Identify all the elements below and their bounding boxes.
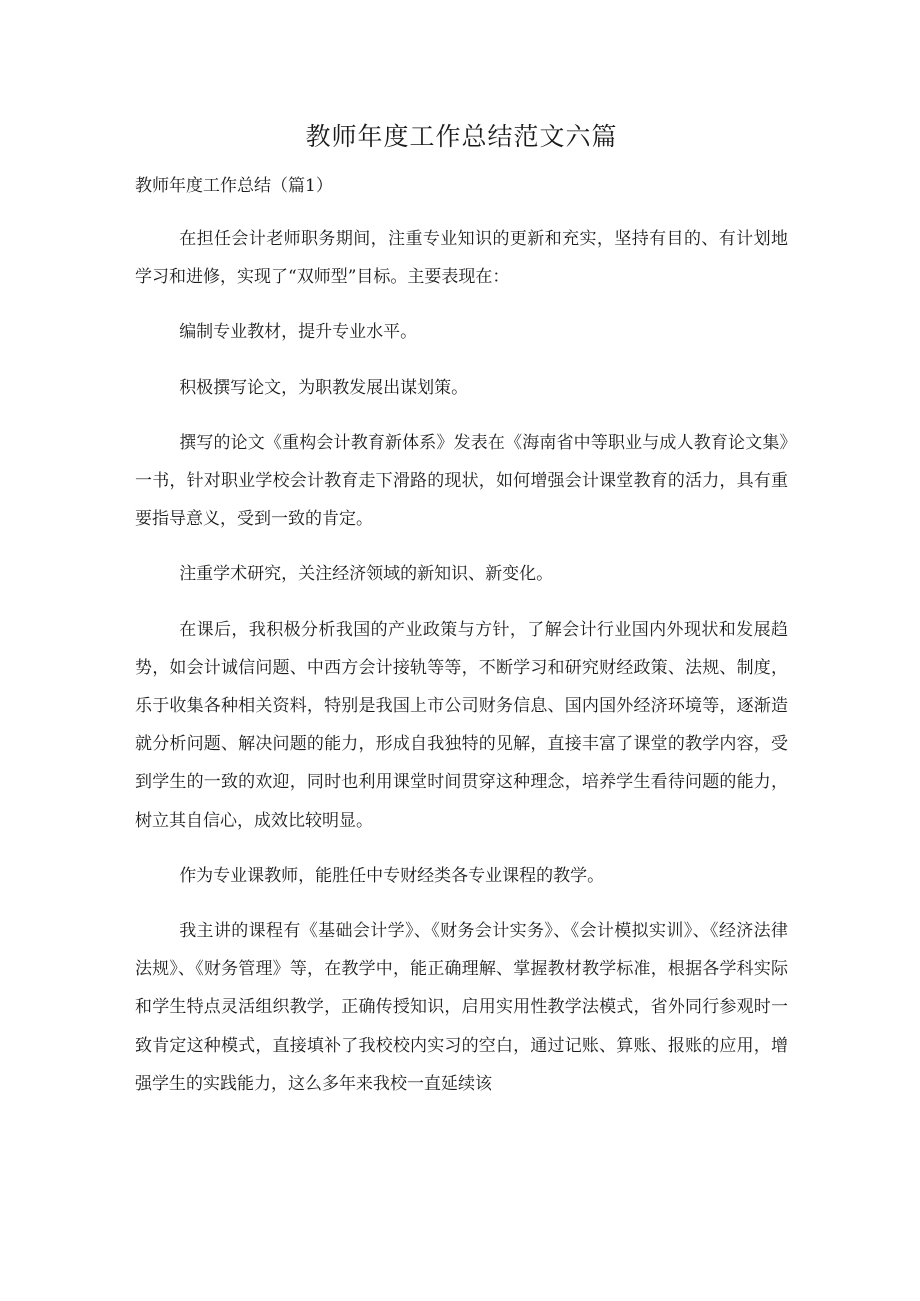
- paragraph: 撰写的论文《重构会计教育新体系》发表在《海南省中等职业与成人教育论文集》一书，针对职业学校会计教育走下滑路的现状，如何增强会计课堂教育的活力，具有重要指导意义，受到一致的肯定。: [135, 432, 788, 530]
- paragraph: 在课后，我积极分析我国的产业政策与方针，了解会计行业国内外现状和发展趋势，如会计诚信问题、中西方会计接轨等等，不断学习和研究财经政策、法规、制度，乐于收集各种相关资料，特别是我国上市公司财务信息、国内国外经济环境等，逐渐造就分析问题、解决问题的能力，形成自我独特的见解，直接丰富了课堂的教学内容，受到学生的一致的欢迎，同时也利用课堂时间贯穿这种理念，培养学生看待问题的能力，树立其自信心，成效比较明显。: [135, 619, 788, 831]
- paragraph: 积极撰写论文，为职教发展出谋划策。: [179, 377, 469, 398]
- paragraph: 在担任会计老师职务期间，注重专业知识的更新和充实，坚持有目的、有计划地学习和进修，实现了“双师型”目标。主要表现在：: [135, 229, 788, 288]
- paragraph: 注重学术研究，关注经济领域的新知识、新变化。: [179, 564, 554, 585]
- paragraph: 作为专业课教师，能胜任中专财经类各专业课程的教学。: [179, 865, 605, 886]
- document-title: 教师年度工作总结范文六篇: [305, 122, 618, 151]
- paragraph: 我主讲的课程有《基础会计学》、《财务会计实务》、《会计模拟实训》、《经济法律法规》、《财务管理》等，在教学中，能正确理解、掌握教材教学标准，根据各学科实际和学生特点灵活组织教学，正确传授知识，启用实用性教学法模式，省外同行参观时一致肯定这种模式，直接填补了我校校内实习的空白，通过记账、算账、报账的应用，增强学生的实践能力，这么多年来我校一直延续该: [135, 921, 788, 1094]
- paragraph: 编制专业教材，提升专业水平。: [179, 322, 418, 343]
- section-subtitle: 教师年度工作总结（篇1）: [135, 176, 333, 196]
